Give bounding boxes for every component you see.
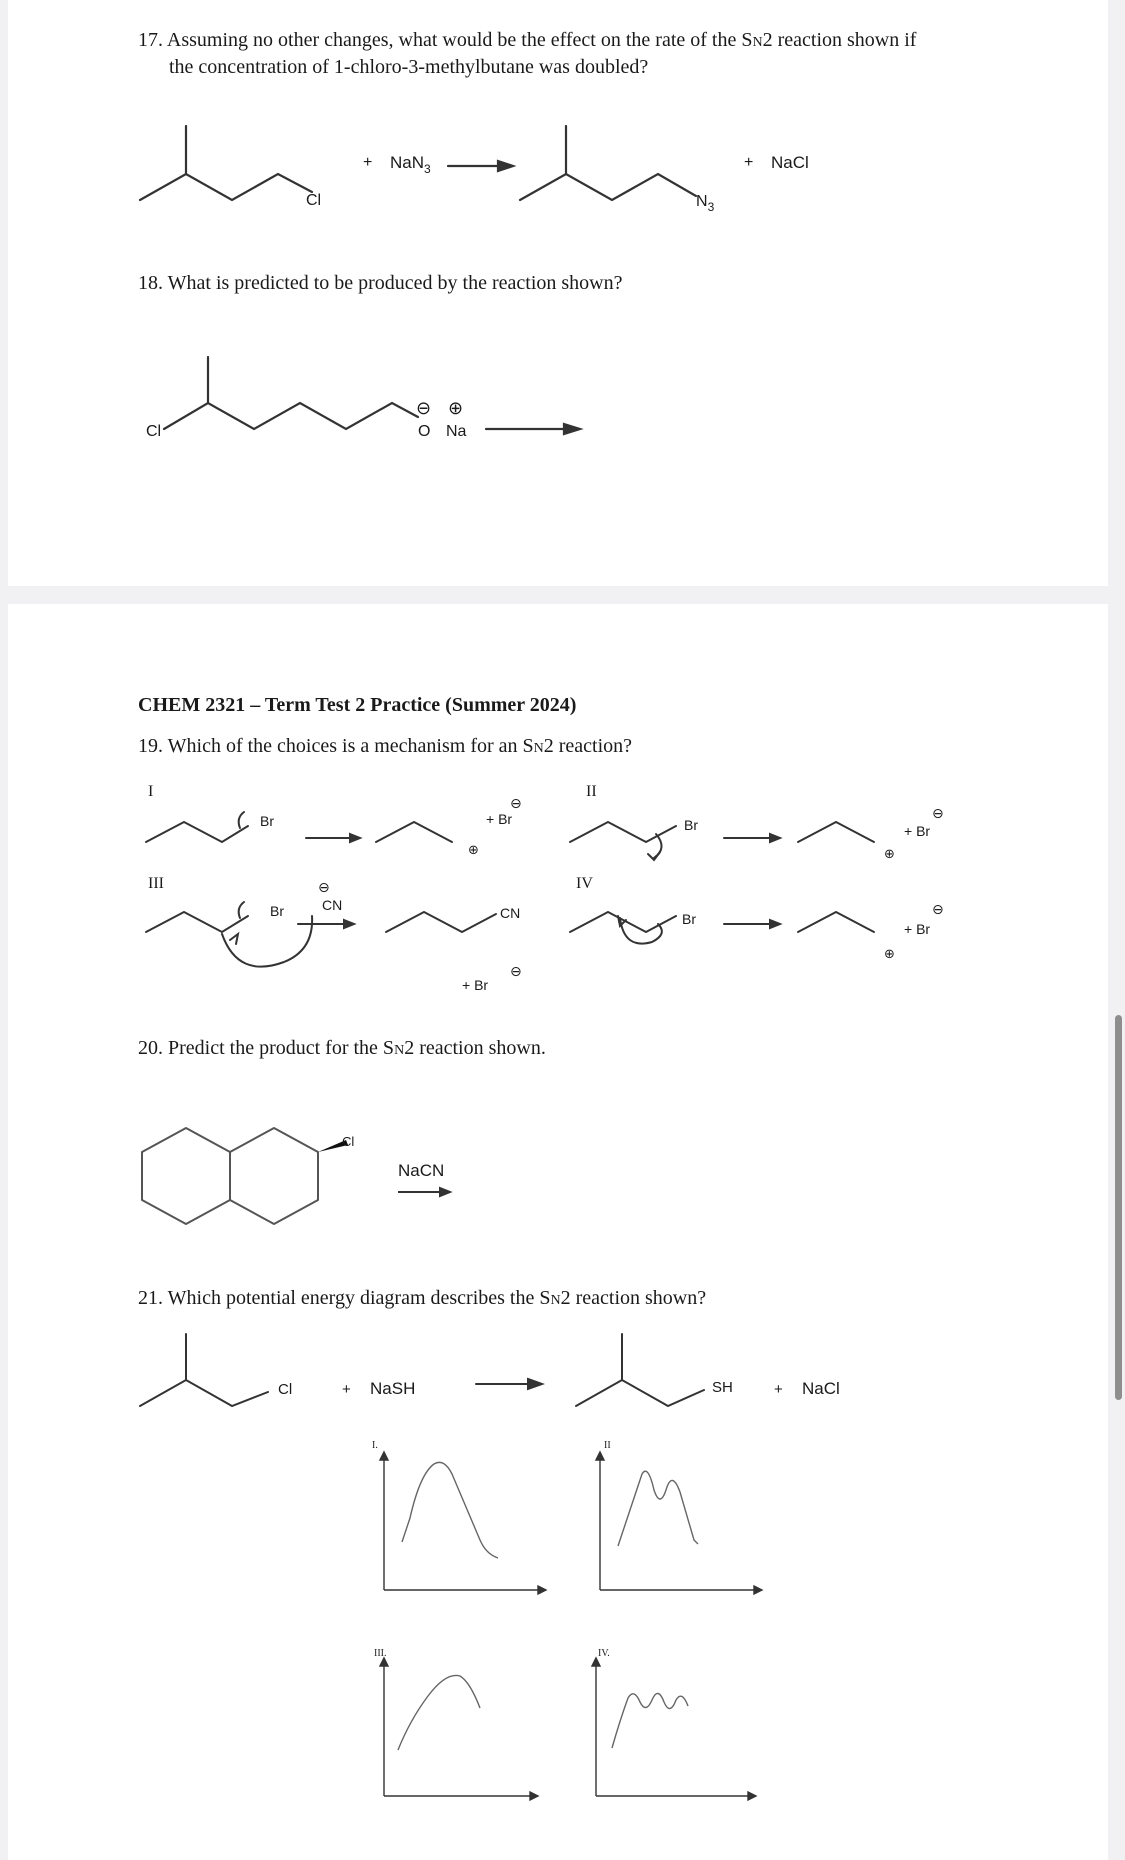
q20-reagent: NaCN	[398, 1161, 445, 1180]
q19-i-cation: ⊕	[468, 842, 479, 857]
q19-iv-plus-br: + Br	[904, 921, 931, 937]
q21-diagram-label-iii: III.	[374, 1648, 387, 1659]
q21-diagram-label-iv: IV.	[598, 1648, 610, 1659]
q19-ii-minus: ⊖	[932, 805, 944, 821]
q19-iv-minus: ⊖	[932, 901, 944, 917]
question-21: 21. Which potential energy diagram describes the SN2 reaction shown?	[138, 1287, 707, 1309]
q18-na-atom: Na	[446, 423, 467, 440]
q19-i-br: Br	[260, 813, 274, 829]
q17-product-n3: $N_3$	[696, 193, 715, 214]
scrollbar-thumb[interactable]	[1115, 1015, 1122, 1400]
q17-reagent: NaN$_3$	[390, 153, 431, 176]
q19-iv-cation: ⊕	[884, 946, 895, 961]
scrollbar-track[interactable]	[1113, 0, 1125, 1860]
q17-plus-1: +	[363, 154, 373, 171]
question-20: 20. Predict the product for the SN2 reaction shown.	[138, 1037, 546, 1059]
q18-o-atom: O	[418, 423, 431, 440]
q21-diagram-label-i: I.	[372, 1440, 378, 1451]
q21-energy-diagrams	[8, 1434, 1108, 1854]
q19-iii-plus-br: + Br	[462, 977, 489, 993]
q21-reaction-scheme	[8, 1326, 1108, 1426]
q18-reaction-scheme	[8, 345, 1108, 475]
q21-plus-1: +	[342, 1381, 351, 1398]
q21-plus-2: +	[774, 1381, 783, 1398]
document-page-2	[8, 604, 1108, 1860]
q20-reaction-scheme	[8, 1104, 1108, 1264]
q19-iii-minus: ⊖	[318, 879, 330, 895]
q18-cl-atom: Cl	[146, 423, 162, 440]
q18-minus-charge: ⊖	[416, 398, 432, 418]
q19-iv-br: Br	[682, 911, 696, 927]
q19-i-plus-br: + Br	[486, 811, 513, 827]
q19-iii-product-cn: CN	[500, 905, 521, 921]
q21-cl-atom: Cl	[278, 1381, 293, 1398]
question-19: 19. Which of the choices is a mechanism for an SN2 reaction?	[138, 735, 633, 757]
q17-plus-2: +	[744, 154, 754, 171]
q21-diagram-label-ii: II	[604, 1440, 611, 1451]
question-18: 18. What is predicted to be produced by the reaction shown?	[138, 272, 623, 294]
question-17: 17. Assuming no other changes, what would be the effect on the rate of the SN2 reaction shown if the concentration of 1-chloro-3-methylbutane was doubled?	[138, 29, 917, 78]
q19-iii-cn: CN	[322, 897, 343, 913]
q21-reagent: NaSH	[370, 1379, 416, 1398]
q17-byproduct: NaCl	[771, 153, 809, 172]
q19-ii-plus-br: + Br	[904, 823, 931, 839]
q21-sh-atom: SH	[712, 1379, 733, 1396]
q19-i-minus: ⊖	[510, 795, 522, 811]
q17-reactant-cl: Cl	[306, 192, 322, 209]
q19-iii-br: Br	[270, 903, 284, 919]
question-17-line-1: 17. Assuming no other changes, what would be the effect on the rate of the S	[138, 29, 753, 51]
q19-label-iv: IV	[576, 875, 593, 892]
q19-iii-minus-br: ⊖	[510, 963, 522, 979]
page-header: CHEM 2321 – Term Test 2 Practice (Summer 2024)	[138, 694, 577, 716]
q19-label-iii: III	[148, 875, 164, 892]
q19-ii-cation: ⊕	[884, 846, 895, 861]
q19-label-ii: II	[586, 783, 597, 800]
q19-mechanism-choices	[8, 774, 1108, 1034]
question-17-line-2: the concentration of 1-chloro-3-methylbutane was doubled?	[169, 56, 649, 78]
q19-label-i: I	[148, 783, 154, 800]
q18-plus-charge: ⊕	[448, 398, 464, 418]
q20-cl-atom: Cl	[342, 1134, 355, 1149]
q19-ii-br: Br	[684, 817, 698, 833]
q21-byproduct: NaCl	[802, 1379, 840, 1398]
document-page-1	[8, 0, 1108, 586]
